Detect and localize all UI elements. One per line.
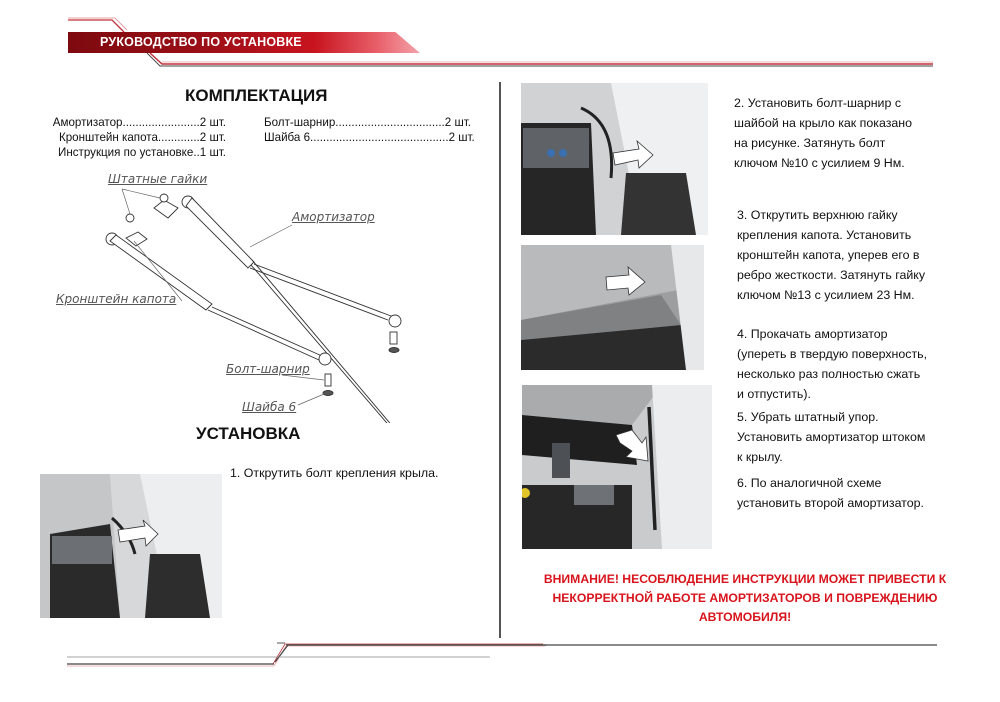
label-shock-absorber: Амортизатор [292, 210, 375, 224]
column-divider [499, 82, 501, 638]
step-3-text: 3. Открутить верхнюю гайку крепления капота. Установить кронштейн капота, уперев его в ребро жесткости. Затянуть гайку ключом №13 с усилием 23 Нм. [737, 208, 926, 302]
step-2-text: 2. Установить болт-шарнир с шайбой на крыло как показано на рисунке. Затянуть болт ключом №10 с усилием 9 Нм. [734, 96, 913, 170]
label-hood-bracket: Кронштейн капота [56, 292, 177, 306]
kit-item: Болт-шарнир..................................2 шт. [264, 116, 472, 129]
photo-step-5 [522, 385, 712, 549]
step-6-text: 6. По аналогичной схеме установить второй амортизатор. [737, 476, 924, 510]
label-washer: Шайба 6 [242, 400, 297, 414]
step-4-text: 4. Прокачать амортизатор (упереть в твердую поверхность, несколько раз полностью сжать и отпустить). [737, 327, 928, 401]
parts-diagram [42, 168, 442, 423]
label-ball-bolt: Болт-шарнир [226, 362, 310, 376]
photo-step-3 [521, 245, 704, 370]
kit-item: Амортизатор........................2 шт. [52, 116, 226, 129]
kit-title: КОМПЛЕКТАЦИЯ [185, 86, 328, 105]
photo-step-2 [521, 83, 708, 235]
document-title: РУКОВОДСТВО ПО УСТАНОВКЕ [100, 35, 302, 49]
warning-notice: ВНИМАНИЕ! НЕСОБЛЮДЕНИЕ ИНСТРУКЦИИ МОЖЕТ ПРИВЕСТИ К НЕКОРРЕКТНОЙ РАБОТЕ АМОРТИЗАТОРОВ И ПОВРЕЖДЕНИЮ АВТОМОБИЛЯ! [543, 572, 947, 624]
kit-list-right [264, 116, 475, 144]
label-standard-nuts: Штатные гайки [108, 172, 208, 186]
footer-decoration [0, 630, 1000, 690]
step-5-text: 5. Убрать штатный упор. Установить амортизатор штоком к крылу. [737, 410, 926, 464]
kit-item: Кронштейн капота.............2 шт. [58, 131, 226, 144]
photo-step-1 [40, 474, 222, 618]
kit-item: Шайба 6...........................................2 шт. [264, 131, 475, 144]
kit-item: Инструкция по установке..1 шт. [57, 146, 226, 159]
step-1-text: 1. Открутить болт крепления крыла. [230, 466, 439, 480]
install-title: УСТАНОВКА [196, 424, 301, 443]
kit-list-left [50, 116, 226, 159]
